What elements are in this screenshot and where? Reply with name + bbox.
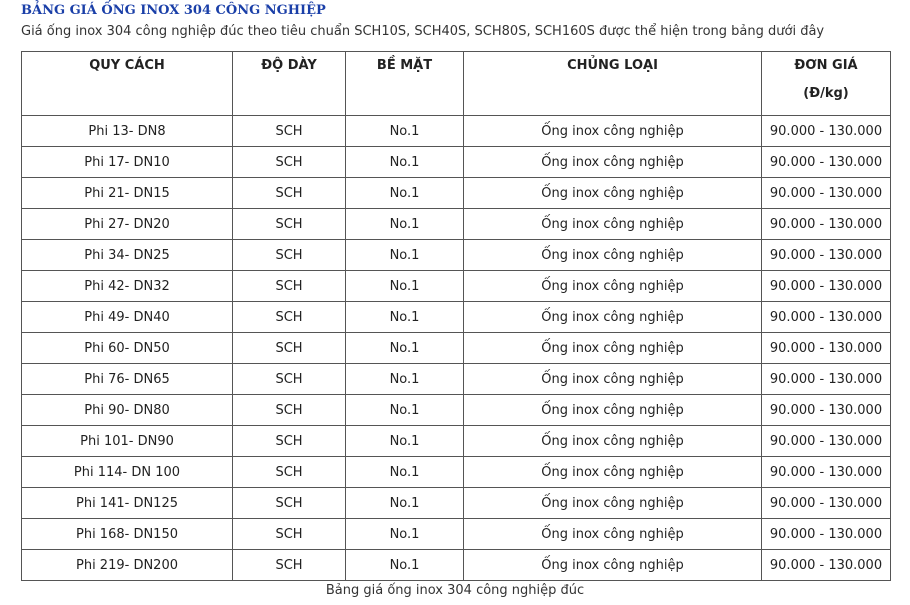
cell-thickness: SCH xyxy=(233,116,346,147)
cell-price: 90.000 - 130.000 xyxy=(762,209,891,240)
cell-type: Ống inox công nghiệp xyxy=(464,488,762,519)
cell-surface: No.1 xyxy=(346,240,464,271)
cell-spec: Phi 141- DN125 xyxy=(22,488,233,519)
cell-type: Ống inox công nghiệp xyxy=(464,302,762,333)
table-body xyxy=(22,116,891,581)
cell-thickness: SCH xyxy=(233,271,346,302)
cell-surface: No.1 xyxy=(346,364,464,395)
cell-thickness: SCH xyxy=(233,550,346,581)
table-row xyxy=(22,178,891,209)
cell-thickness: SCH xyxy=(233,457,346,488)
cell-price: 90.000 - 130.000 xyxy=(762,178,891,209)
cell-surface: No.1 xyxy=(346,178,464,209)
cell-spec: Phi 21- DN15 xyxy=(22,178,233,209)
table-row xyxy=(22,364,891,395)
cell-thickness: SCH xyxy=(233,209,346,240)
page-subtitle: Giá ống inox 304 công nghiệp đúc theo tiêu chuẩn SCH10S, SCH40S, SCH80S, SCH160S được thể hiện trong bảng dưới đây xyxy=(21,24,825,39)
cell-spec: Phi 76- DN65 xyxy=(22,364,233,395)
cell-surface: No.1 xyxy=(346,147,464,178)
cell-type: Ống inox công nghiệp xyxy=(464,395,762,426)
table-header xyxy=(22,52,891,116)
cell-price: 90.000 - 130.000 xyxy=(762,302,891,333)
cell-spec: Phi 90- DN80 xyxy=(22,395,233,426)
cell-spec: Phi 13- DN8 xyxy=(22,116,233,147)
header-price xyxy=(762,52,891,116)
header-price-line2: (Đ/kg) xyxy=(803,86,849,101)
cell-thickness: SCH xyxy=(233,333,346,364)
cell-price: 90.000 - 130.000 xyxy=(762,395,891,426)
header-surface: BỀ MẶT xyxy=(346,52,464,116)
cell-price: 90.000 - 130.000 xyxy=(762,364,891,395)
header-row xyxy=(22,52,891,116)
cell-type: Ống inox công nghiệp xyxy=(464,550,762,581)
cell-surface: No.1 xyxy=(346,271,464,302)
header-price-line1: ĐƠN GIÁ xyxy=(794,58,858,73)
header-thickness: ĐỘ DÀY xyxy=(233,52,346,116)
cell-type: Ống inox công nghiệp xyxy=(464,519,762,550)
cell-surface: No.1 xyxy=(346,457,464,488)
cell-type: Ống inox công nghiệp xyxy=(464,364,762,395)
cell-surface: No.1 xyxy=(346,333,464,364)
cell-price: 90.000 - 130.000 xyxy=(762,333,891,364)
table-row xyxy=(22,209,891,240)
header-spec: QUY CÁCH xyxy=(22,52,233,116)
cell-surface: No.1 xyxy=(346,209,464,240)
table-row xyxy=(22,271,891,302)
cell-type: Ống inox công nghiệp xyxy=(464,271,762,302)
cell-spec: Phi 168- DN150 xyxy=(22,519,233,550)
cell-spec: Phi 34- DN25 xyxy=(22,240,233,271)
cell-type: Ống inox công nghiệp xyxy=(464,240,762,271)
cell-thickness: SCH xyxy=(233,426,346,457)
cell-surface: No.1 xyxy=(346,395,464,426)
cell-thickness: SCH xyxy=(233,302,346,333)
cell-surface: No.1 xyxy=(346,116,464,147)
cell-spec: Phi 219- DN200 xyxy=(22,550,233,581)
table-row xyxy=(22,426,891,457)
cell-surface: No.1 xyxy=(346,302,464,333)
cell-surface: No.1 xyxy=(346,519,464,550)
cell-surface: No.1 xyxy=(346,488,464,519)
cell-thickness: SCH xyxy=(233,519,346,550)
cell-spec: Phi 60- DN50 xyxy=(22,333,233,364)
cell-price: 90.000 - 130.000 xyxy=(762,240,891,271)
cell-thickness: SCH xyxy=(233,178,346,209)
cell-spec: Phi 42- DN32 xyxy=(22,271,233,302)
cell-type: Ống inox công nghiệp xyxy=(464,178,762,209)
cell-spec: Phi 17- DN10 xyxy=(22,147,233,178)
table-row xyxy=(22,519,891,550)
price-table xyxy=(21,51,891,581)
cell-price: 90.000 - 130.000 xyxy=(762,488,891,519)
table-row xyxy=(22,147,891,178)
cell-spec: Phi 114- DN 100 xyxy=(22,457,233,488)
table-row xyxy=(22,457,891,488)
cell-price: 90.000 - 130.000 xyxy=(762,550,891,581)
cell-type: Ống inox công nghiệp xyxy=(464,426,762,457)
table-row xyxy=(22,302,891,333)
table-row xyxy=(22,488,891,519)
cell-type: Ống inox công nghiệp xyxy=(464,147,762,178)
cell-price: 90.000 - 130.000 xyxy=(762,271,891,302)
cell-thickness: SCH xyxy=(233,147,346,178)
page-title: BẢNG GIÁ ỐNG INOX 304 CÔNG NGHIỆP xyxy=(21,3,326,18)
cell-price: 90.000 - 130.000 xyxy=(762,116,891,147)
header-type: CHỦNG LOẠI xyxy=(464,52,762,116)
cell-spec: Phi 101- DN90 xyxy=(22,426,233,457)
cell-price: 90.000 - 130.000 xyxy=(762,426,891,457)
cell-thickness: SCH xyxy=(233,395,346,426)
table-row xyxy=(22,333,891,364)
table-row xyxy=(22,395,891,426)
cell-surface: No.1 xyxy=(346,550,464,581)
cell-spec: Phi 27- DN20 xyxy=(22,209,233,240)
table-row xyxy=(22,240,891,271)
cell-price: 90.000 - 130.000 xyxy=(762,457,891,488)
cell-price: 90.000 - 130.000 xyxy=(762,519,891,550)
table-row xyxy=(22,116,891,147)
cell-price: 90.000 - 130.000 xyxy=(762,147,891,178)
table-caption: Bảng giá ống inox 304 công nghiệp đúc xyxy=(325,583,585,598)
cell-surface: No.1 xyxy=(346,426,464,457)
cell-type: Ống inox công nghiệp xyxy=(464,457,762,488)
cell-spec: Phi 49- DN40 xyxy=(22,302,233,333)
cell-type: Ống inox công nghiệp xyxy=(464,116,762,147)
cell-thickness: SCH xyxy=(233,240,346,271)
cell-thickness: SCH xyxy=(233,488,346,519)
cell-type: Ống inox công nghiệp xyxy=(464,333,762,364)
table-row xyxy=(22,550,891,581)
cell-type: Ống inox công nghiệp xyxy=(464,209,762,240)
cell-thickness: SCH xyxy=(233,364,346,395)
